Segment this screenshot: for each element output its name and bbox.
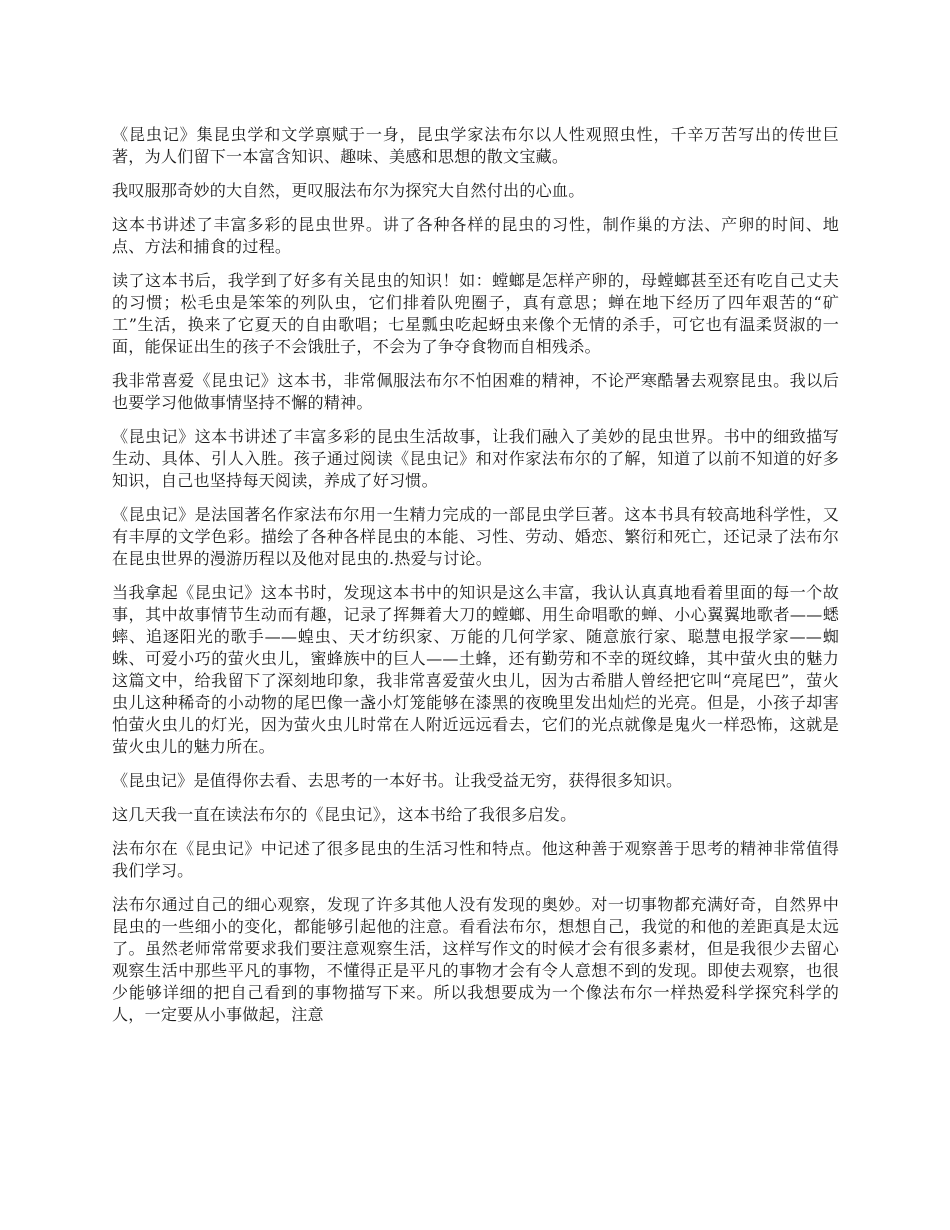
paragraph: 这几天我一直在读法布尔的《昆虫记》，这本书给了我很多启发。 <box>112 805 577 824</box>
paragraph: 我非常喜爱《昆虫记》这本书，非常佩服法布尔不怕困难的精神，不论严寒酷暑去观察昆虫。我以后也要学习他做事情坚持不懈的精神。 <box>112 371 839 412</box>
paragraph: 《昆虫记》是法国著名作家法布尔用一生精力完成的一部昆虫学巨著。这本书具有较高地科学性，又有丰厚的文学色彩。描绘了各种各样昆虫的本能、习性、劳动、婚恋、繁衍和死亡，还记录了法布尔在昆虫世界的漫游历程以及他对昆虫的.热爱与讨论。 <box>112 505 839 568</box>
paragraph: 读了这本书后，我学到了好多有关昆虫的知识！如：螳螂是怎样产卵的，母螳螂甚至还有吃自己丈夫的习惯；松毛虫是笨笨的列队虫，它们排着队兜圈子，真有意思；蝉在地下经历了四年艰苦的“矿工”生活，换来了它夏天的自由歌唱；七星瓢虫吃起蚜虫来像个无情的杀手，可它也有温柔贤淑的一面，能保证出生的孩子不会饿肚子，不会为了争夺食物而自相残杀。 <box>112 271 839 356</box>
paragraph: 当我拿起《昆虫记》这本书时，发现这本书中的知识是这么丰富，我认认真真地看着里面的每一个故事，其中故事情节生动而有趣，记录了挥舞着大刀的螳螂、用生命唱歌的蝉、小心翼翼地歌者——蟋蟀、追逐阳光的歌手——蝗虫、天才纺织家、万能的几何学家、随意旅行家、聪慧电报学家——蜘蛛、可爱小巧的萤火虫儿，蜜蜂族中的巨人——土蜂，还有勤劳和不幸的斑纹蜂，其中萤火虫的魅力这篇文中，给我留下了深刻地印象，我非常喜爱萤火虫儿，因为古希腊人曾经把它叫“亮尾巴”，萤火虫儿这种稀奇的小动物的尾巴像一盏小灯笼能够在漆黑的夜晚里发出灿烂的光亮。但是，小孩子却害怕萤火虫儿的灯光，因为萤火虫儿时常在人附近远远看去，它们的光点就像是鬼火一样恐怖，这就是萤火虫儿的魅力所在。 <box>112 583 839 756</box>
paragraph: 法布尔通过自己的细心观察，发现了许多其他人没有发现的奥妙。对一切事物都充满好奇，自然界中昆虫的一些细小的变化，都能够引起他的注意。看看法布尔，想想自己，我觉的和他的差距真是太远了。虽然老师常常要求我们要注意观察生活，这样写作文的时候才会有很多素材，但是我很少去留心观察生活中那些平凡的事物，不懂得正是平凡的事物才会有令人意想不到的发现。即使去观察，也很少能够详细的把自己看到的事物描写下来。所以我想要成为一个像法布尔一样热爱科学探究科学的人，一定要从小事做起，注意 <box>112 895 839 1024</box>
paragraph: 《昆虫记》是值得你去看、去思考的一本好书。让我受益无穷，获得很多知识。 <box>112 771 683 790</box>
document-body <box>112 124 839 1038</box>
paragraph: 《昆虫记》集昆虫学和文学禀赋于一身，昆虫学家法布尔以人性观照虫性，千辛万苦写出的传世巨著，为人们留下一本富含知识、趣味、美感和思想的散文宝藏。 <box>112 125 839 166</box>
paragraph: 《昆虫记》这本书讲述了丰富多彩的昆虫生活故事，让我们融入了美妙的昆虫世界。书中的细致描写生动、具体、引人入胜。孩子通过阅读《昆虫记》和对作家法布尔的了解，知道了以前不知道的好多知识，自己也坚持每天阅读，养成了好习惯。 <box>112 427 839 490</box>
paragraph: 这本书讲述了丰富多彩的昆虫世界。讲了各种各样的昆虫的习性，制作巢的方法、产卵的时间、地点、方法和捕食的过程。 <box>112 215 839 256</box>
paragraph: 法布尔在《昆虫记》中记述了很多昆虫的生活习性和特点。他这种善于观察善于思考的精神非常值得我们学习。 <box>112 839 839 880</box>
paragraph: 我叹服那奇妙的大自然，更叹服法布尔为探究大自然付出的心血。 <box>112 181 585 200</box>
